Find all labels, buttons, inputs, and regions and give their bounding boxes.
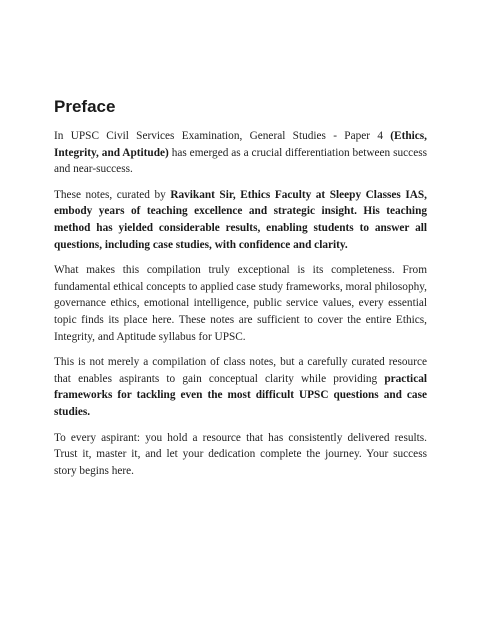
body-text: To every aspirant: you hold a resource that has consistently delivered results. Trust it, master it, and let your dedication complete the journey. Your success story begins here. [54,431,427,477]
preface-paragraph [54,262,427,345]
preface-page [54,96,427,488]
body-text: These notes, curated by [54,188,171,201]
preface-paragraph [54,354,427,420]
body-text: What makes this compilation truly exceptional is its completeness. From fundamental ethical concepts to applied case study frameworks, moral philosophy, governance ethics, emotional intelligence, public service values, every essential topic finds its place here. These notes are sufficient to cover the entire Ethics, Integrity, and Aptitude syllabus for UPSC. [54,264,427,343]
preface-body [54,128,427,479]
bold-text: practical frameworks for tackling even the most difficult UPSC questions and case studies. [54,372,427,418]
preface-paragraph [54,187,427,253]
bold-text: (Ethics, Integrity, and Aptitude) [54,130,427,159]
page-title: Preface [54,97,116,116]
body-text: In UPSC Civil Services Examination, General Studies - Paper 4 [54,130,391,142]
body-text: This is not merely a compilation of class notes, but a carefully curated resource that enables aspirants to gain conceptual clarity while providing [54,356,427,385]
preface-paragraph [54,128,427,178]
bold-text: Ravikant Sir, Ethics Faculty at Sleepy Classes IAS, embody years of teaching excellence and strategic insight. His teaching method has yielded considerable results, enabling students to answer all questions, including case studies, with confidence and clarity. [54,188,427,251]
preface-paragraph [54,430,427,480]
body-text: has emerged as a crucial differentiation between success and near-success. [54,146,427,176]
